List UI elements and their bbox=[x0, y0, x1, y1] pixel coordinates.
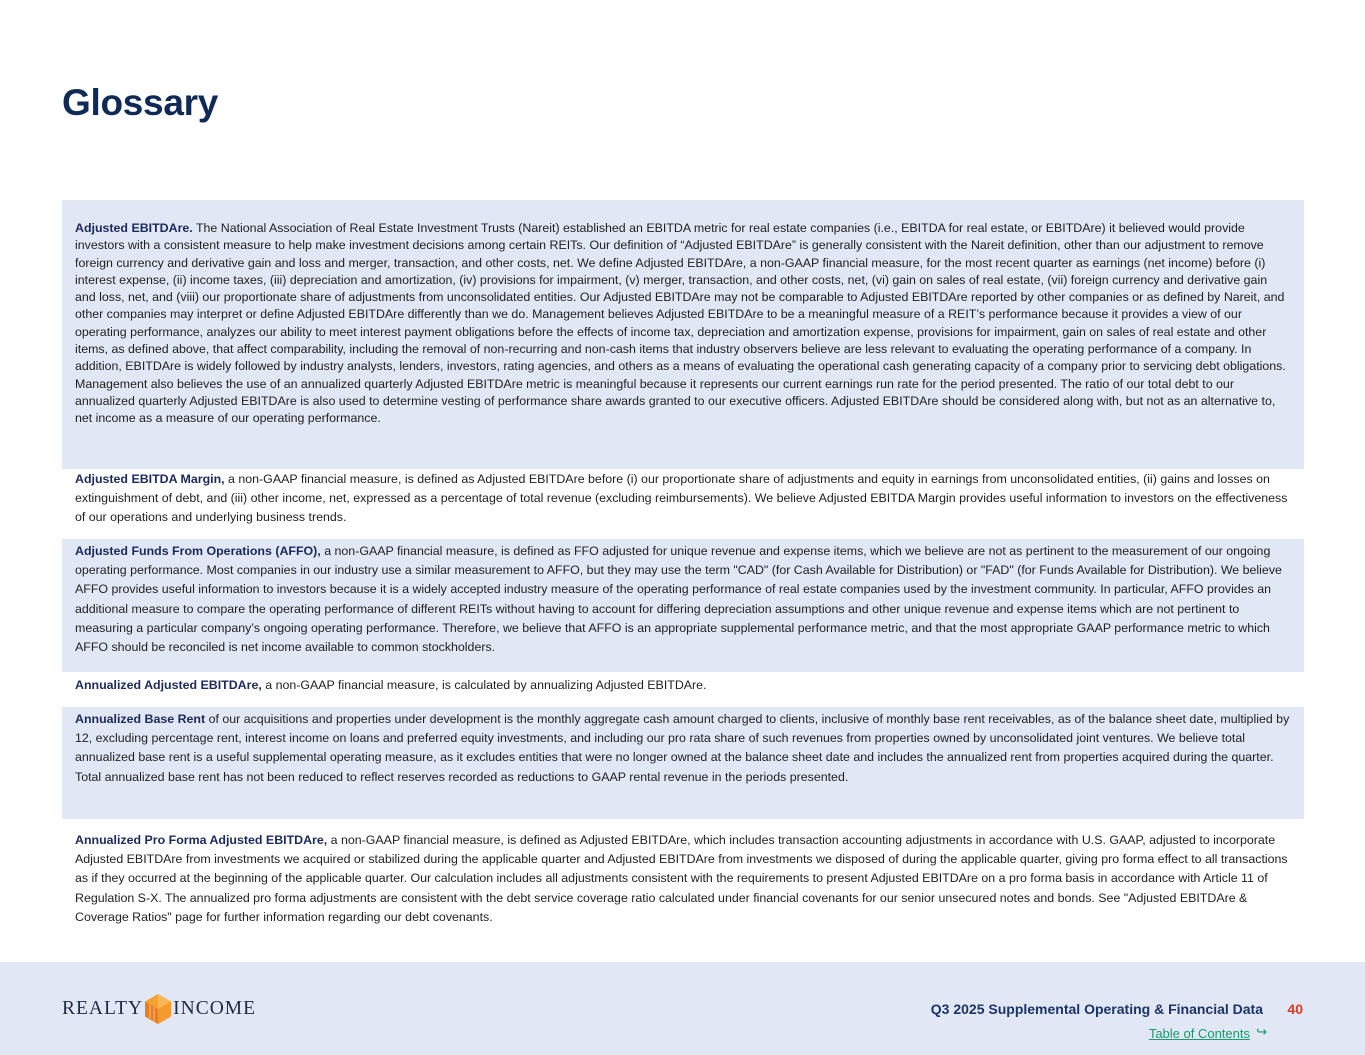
glossary-term: Adjusted Funds From Operations (AFFO), bbox=[75, 544, 321, 558]
page-number: 40 bbox=[1287, 1001, 1303, 1017]
glossary-entry bbox=[62, 200, 1304, 469]
glossary-entry bbox=[62, 539, 1304, 672]
logo-mark-icon bbox=[144, 993, 172, 1025]
page-footer bbox=[0, 962, 1365, 1055]
glossary-term: Annualized Base Rent bbox=[75, 712, 206, 726]
document-title: Q3 2025 Supplemental Operating & Financial Data bbox=[930, 1001, 1263, 1017]
glossary-entry bbox=[62, 707, 1304, 819]
glossary-term: Adjusted EBITDA Margin, bbox=[75, 472, 225, 486]
logo-text-left: REALTY bbox=[62, 998, 144, 1019]
page-title: Glossary bbox=[62, 82, 218, 123]
return-arrow-icon[interactable]: ↪ bbox=[1256, 1024, 1267, 1039]
glossary-term: Adjusted EBITDAre. bbox=[75, 221, 193, 235]
glossary-definition: The National Association of Real Estate Investment Trusts (Nareit) established an EBITDA metric for real estate companies (i.e., EBITDA for real estate, or EBITDAre) it believed would provide investors with a consistent measure to help make investment decisions among certain REITs. Our definition of “Adjusted EBITDAre” is generally consistent with the Nareit definition, other than our adjustment to remove foreign currency and derivative gain and loss and merger, transaction, and other costs, net. We define Adjusted EBITDAre, a non-GAAP financial measure, for the most recent quarter as earnings (net income) before (i) interest expense, (ii) income taxes, (iii) depreciation and amortization, (iv) provisions for impairment, (v) merger, transaction, and other costs, net, (vi) gain on sales of real estate, (vii) foreign currency and derivative gain and loss, net, and (viii) our proportionate share of adjustments from unconsolidated entities. Our Adjusted EBITDAre may not be comparable to Adjusted EBITDAre reported by other companies or as defined by Nareit, and other companies may interpret or define Adjusted EBITDAre differently than we do. Management believes Adjusted EBITDAre to be a meaningful measure of a REIT’s performance because it provides a view of our operating performance, analyzes our ability to meet interest payment obligations before the effects of income tax, depreciation and amortization expense, provisions for impairment, gain on sales of real estate and other items, as defined above, that affect comparability, including the removal of non-recurring and non-cash items that industry observers believe are less relevant to evaluating the operating performance of a company. In addition, EBITDAre is widely followed by industry analysts, lenders, investors, rating agencies, and others as a means of evaluating the operational cash generating capacity of a company prior to servicing debt obligations. Management also believes the use of an annualized quarterly Adjusted EBITDAre metric is meaningful because it represents our current earnings run rate for the period presented. The ratio of our total debt to our annualized quarterly Adjusted EBITDAre is also used to determine vesting of performance share awards granted to our executive officers. Adjusted EBITDAre should be considered along with, but not as an alternative to, net income as a measure of our operating performance. bbox=[75, 221, 1286, 426]
glossary-definition: a non-GAAP financial measure, is defined as Adjusted EBITDAre before (i) our proportionate share of adjustments and equity in earnings from unconsolidated entities, (ii) gains and losses on extinguishment of debt, and (iii) other income, net, expressed as a percentage of total revenue (excluding reimbursements). We believe Adjusted EBITDA Margin provides useful information to investors on the effectiveness of our operations and underlying business trends. bbox=[75, 472, 1288, 525]
glossary-definition: a non-GAAP financial measure, is defined as FFO adjusted for unique revenue and expense items, which we believe are not as pertinent to the measurement of our ongoing operating performance. Most companies in our industry use a similar measurement to AFFO, but they may use the term "CAD" (for Cash Available for Distribution) or "FAD" (for Funds Available for Distribution). We believe AFFO provides useful information to investors because it is a widely accepted industry measure of the operating performance of real estate companies used by the investment community. In particular, AFFO provides an additional measure to compare the operating performance of different REITs without having to account for differing depreciation assumptions and other unique revenue and expense items which are not pertinent to measuring a particular company’s ongoing operating performance. Therefore, we believe that AFFO is an appropriate supplemental performance metric, and that the most appropriate GAAP performance metric to which AFFO should be reconciled is net income available to common stockholders. bbox=[75, 544, 1282, 655]
glossary-definition: of our acquisitions and properties under development is the monthly aggregate cash amount charged to clients, inclusive of monthly base rent receivables, as of the balance sheet date, multiplied by 12, excluding percentage rent, interest income on loans and preferred equity investments, and including our pro rata share of such revenues from properties owned by unconsolidated joint ventures. We believe total annualized base rent is a useful supplemental operating measure, as it excludes entities that were no longer owned at the balance sheet date and includes the annualized rent from properties acquired during the quarter. Total annualized base rent has not been reduced to reflect reserves recorded as reductions to GAAP rental revenue in the periods presented. bbox=[75, 712, 1290, 784]
glossary-term: Annualized Adjusted EBITDAre, bbox=[75, 678, 262, 692]
glossary-entry bbox=[62, 469, 1304, 539]
table-of-contents-link[interactable]: Table of Contents bbox=[1148, 1026, 1250, 1041]
glossary-term: Annualized Pro Forma Adjusted EBITDAre, bbox=[75, 833, 328, 847]
glossary-definition: a non-GAAP financial measure, is calculated by annualizing Adjusted EBITDAre. bbox=[261, 678, 707, 692]
logo-text-right: INCOME bbox=[173, 998, 257, 1019]
glossary-definition: a non-GAAP financial measure, is defined as Adjusted EBITDAre, which includes transaction accounting adjustments in accordance with U.S. GAAP, adjusted to incorporate Adjusted EBITDAre from investments we acquired or stabilized during the applicable quarter and Adjusted EBITDAre from investments we disposed of during the applicable quarter, giving pro forma effect to all transactions as if they occurred at the beginning of the applicable quarter. Our calculation includes all adjustments consistent with the requirements to present Adjusted EBITDAre on a pro forma basis in accordance with Article 11 of Regulation S-X. The annualized pro forma adjustments are consistent with the debt service coverage ratio calculated under financial covenants for our senior unsecured notes and bonds. See "Adjusted EBITDAre & Coverage Ratios" page for further information regarding our debt covenants. bbox=[75, 833, 1288, 924]
glossary-entry bbox=[62, 819, 1304, 929]
glossary-list bbox=[62, 200, 1304, 929]
glossary-entry bbox=[62, 672, 1304, 707]
realty-income-logo bbox=[62, 993, 256, 1025]
